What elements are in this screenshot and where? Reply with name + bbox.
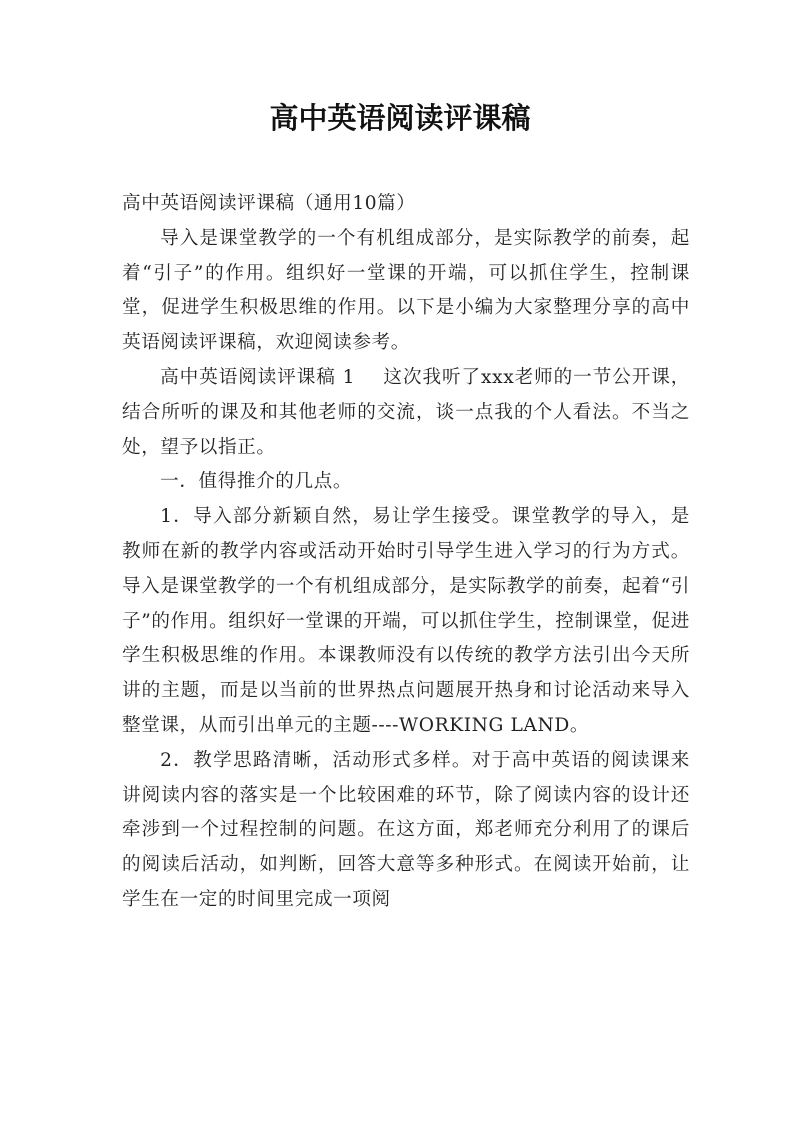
subtitle-paragraph: 高中英语阅读评课稿（通用10篇）	[122, 193, 416, 214]
section-heading: 一．值得推介的几点。	[160, 471, 353, 493]
document-title: 高中英语阅读评课稿	[269, 101, 531, 135]
document-body	[122, 187, 690, 918]
essay-1-opening-text: 这次我听了xxx老师的一节公开课，结合所听的课及和其他老师的交流，谈一点我的个人看法。不当之处，望予以指正。	[122, 366, 690, 458]
essay-1-opening-paragraph	[122, 361, 690, 465]
essay-1-heading: 高中英语阅读评课稿 1	[160, 366, 356, 388]
intro-paragraph: 导入是课堂教学的一个有机组成部分，是实际教学的前奏，起着“引子”的作用。组织好一堂课的开端，可以抓住学生，控制课堂，促进学生积极思维的作用。以下是小编为大家整理分享的高中英语阅读评课稿，欢迎阅读参考。	[122, 227, 690, 354]
point-1-paragraph: 1．导入部分新颖自然，易让学生接受。课堂教学的导入，是教师在新的教学内容或活动开始时引导学生进入学习的行为方式。导入是课堂教学的一个有机组成部分，是实际教学的前奏，起着“引子”的作用。组织好一堂课的开端，可以抓住学生，控制课堂，促进学生积极思维的作用。本课教师没有以传统的教学方法引出今天所讲的主题，而是以当前的世界热点问题展开热身和讨论活动来导入整堂课，从而引出单元的主题----WORKING LAND。	[122, 506, 690, 736]
point-2-paragraph: 2．教学思路清晰，活动形式多样。对于高中英语的阅读课来讲阅读内容的落实是一个比较困难的环节，除了阅读内容的设计还牵涉到一个过程控制的问题。在这方面，郑老师充分利用了的课后的阅读后活动，如判断，回答大意等多种形式。在阅读开始前，让学生在一定的时间里完成一项阅	[122, 749, 690, 910]
